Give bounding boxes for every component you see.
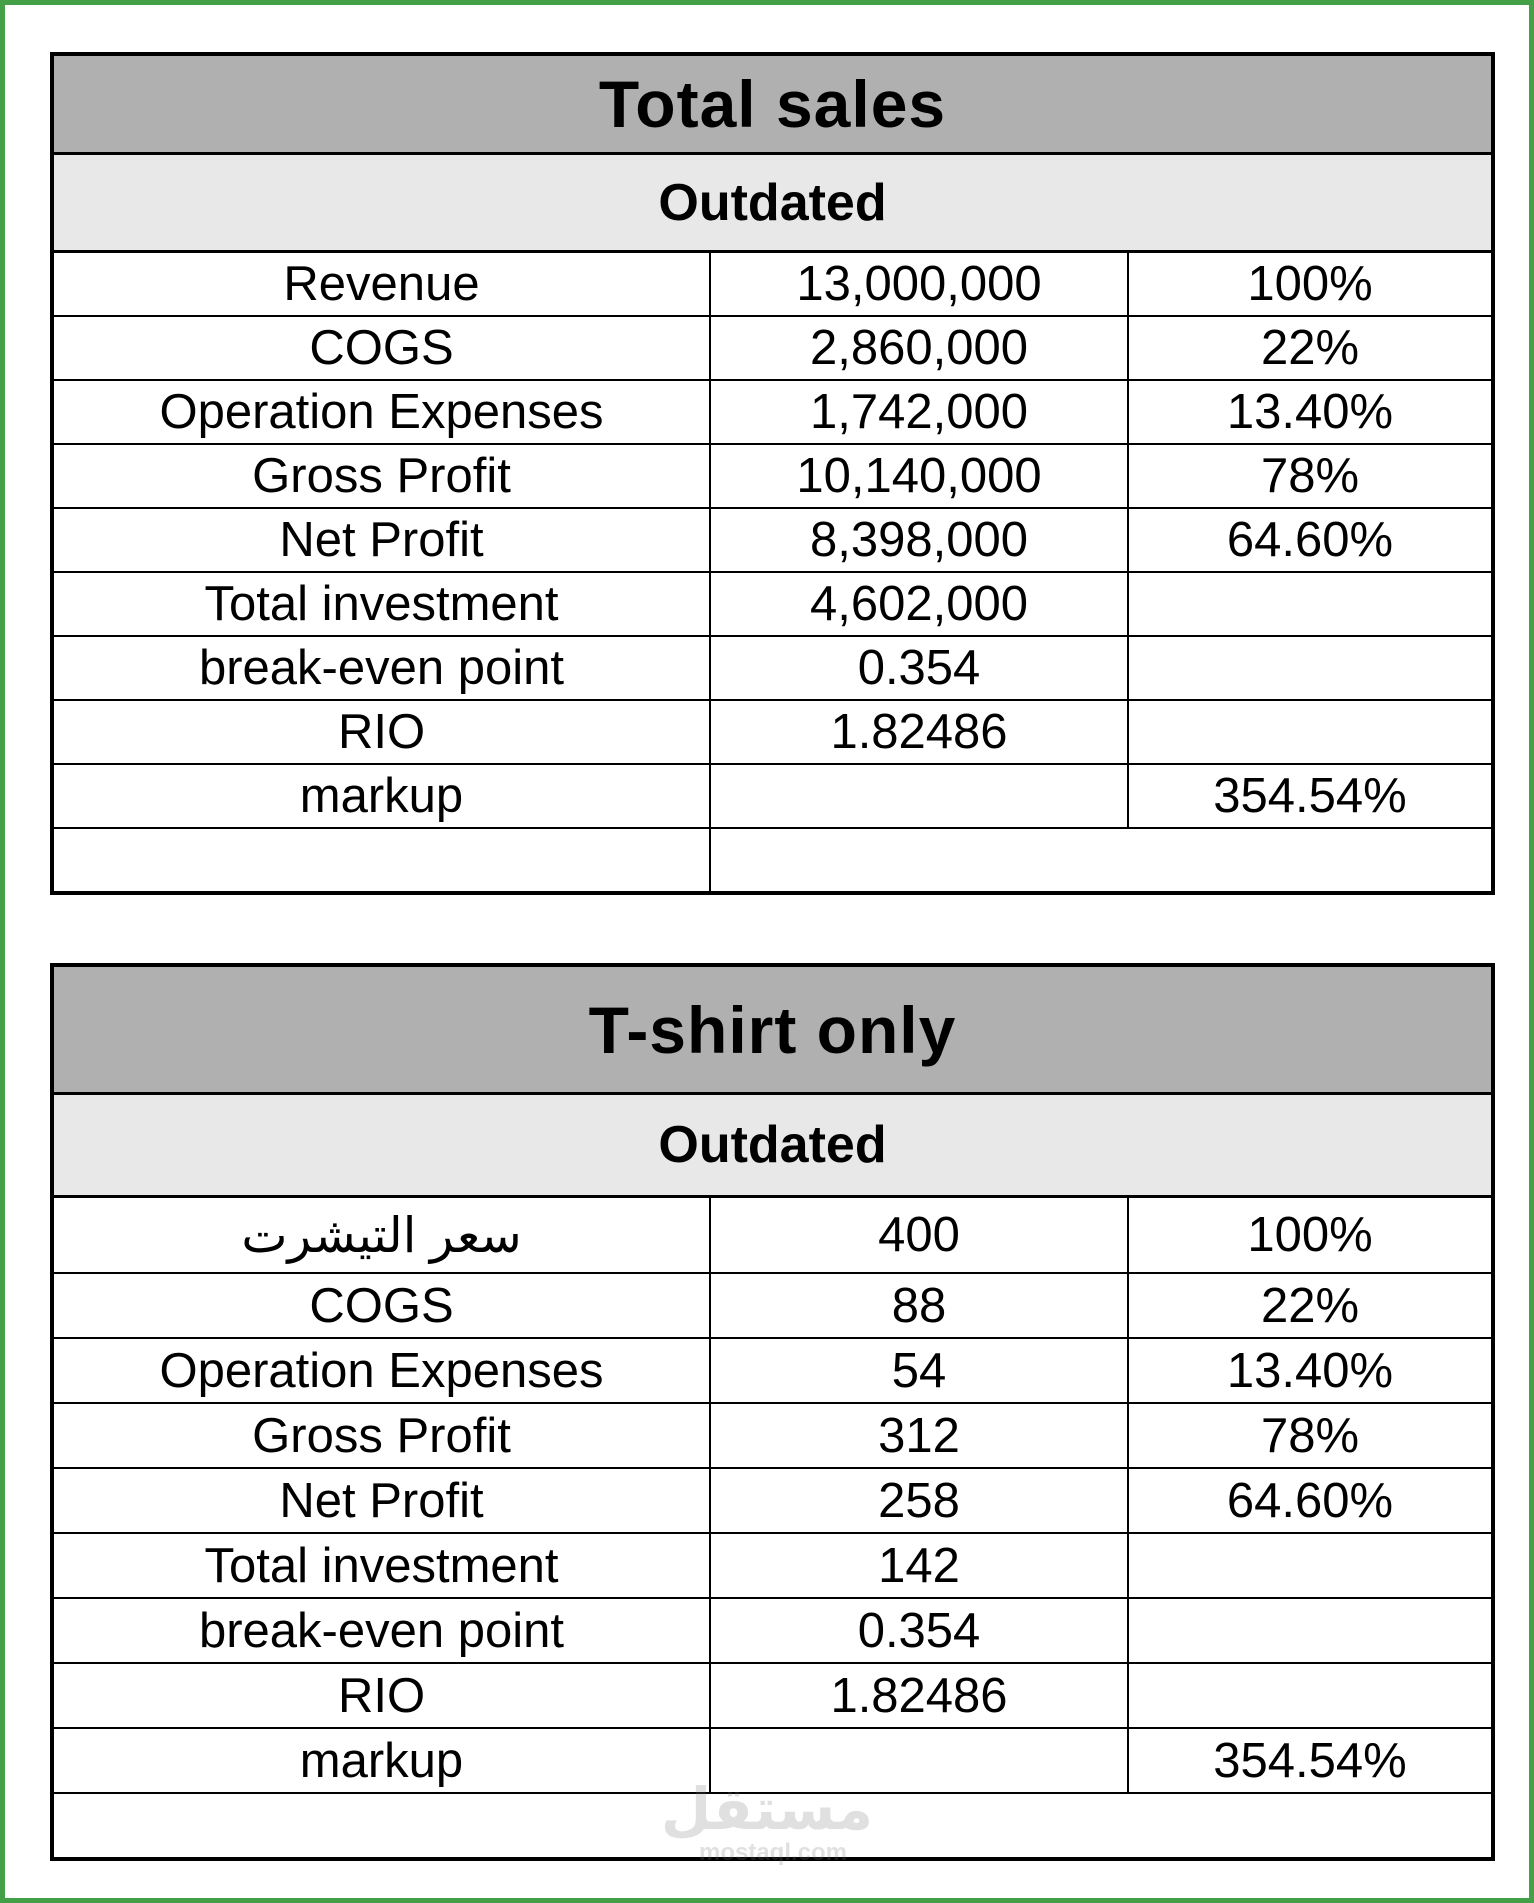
table-row xyxy=(52,636,1493,700)
row-label: Net Profit xyxy=(52,1468,710,1533)
row-value: 0.354 xyxy=(710,636,1128,700)
table-row xyxy=(52,252,1493,317)
row-label: break-even point xyxy=(52,1598,710,1663)
table-row xyxy=(52,1598,1493,1663)
table-row xyxy=(52,572,1493,636)
row-label: Operation Expenses xyxy=(52,380,710,444)
watermark-url: mostaql.com xyxy=(698,1839,848,1866)
row-percent: 100% xyxy=(1128,1197,1493,1274)
row-value: 10,140,000 xyxy=(710,444,1128,508)
row-value: 142 xyxy=(710,1533,1128,1598)
table-row xyxy=(52,1197,1493,1274)
row-percent xyxy=(1128,1533,1493,1598)
row-percent: 354.54% xyxy=(1128,764,1493,828)
table-title: T-shirt only xyxy=(52,965,1493,1094)
row-percent: 78% xyxy=(1128,1403,1493,1468)
row-label: markup xyxy=(52,1728,710,1793)
table-row xyxy=(52,316,1493,380)
row-label: Total investment xyxy=(52,572,710,636)
row-value: 1.82486 xyxy=(710,700,1128,764)
total-sales-table xyxy=(50,52,1495,895)
row-percent: 22% xyxy=(1128,1273,1493,1338)
table-row xyxy=(52,1273,1493,1338)
row-value xyxy=(710,828,1493,893)
row-label: سعر التيشرت xyxy=(52,1197,710,1274)
row-value: 13,000,000 xyxy=(710,252,1128,317)
table-row xyxy=(52,700,1493,764)
row-label: Gross Profit xyxy=(52,1403,710,1468)
row-percent: 64.60% xyxy=(1128,508,1493,572)
row-label: Operation Expenses xyxy=(52,1338,710,1403)
row-percent: 22% xyxy=(1128,316,1493,380)
row-value: 1.82486 xyxy=(710,1663,1128,1728)
table-title: Total sales xyxy=(52,54,1493,154)
row-percent: 354.54% xyxy=(1128,1728,1493,1793)
row-percent xyxy=(1128,1598,1493,1663)
row-value: 8,398,000 xyxy=(710,508,1128,572)
row-label: Revenue xyxy=(52,252,710,317)
row-value: 312 xyxy=(710,1403,1128,1468)
row-value: 0.354 xyxy=(710,1598,1128,1663)
row-percent: 100% xyxy=(1128,252,1493,317)
watermark-mark: مستقل xyxy=(660,1777,873,1842)
table-row xyxy=(52,1663,1493,1728)
table-row xyxy=(52,764,1493,828)
row-value: 400 xyxy=(710,1197,1128,1274)
row-percent xyxy=(1128,572,1493,636)
row-value: 88 xyxy=(710,1273,1128,1338)
row-label: markup xyxy=(52,764,710,828)
row-label: Net Profit xyxy=(52,508,710,572)
row-value: 4,602,000 xyxy=(710,572,1128,636)
row-percent xyxy=(1128,636,1493,700)
row-label: COGS xyxy=(52,1273,710,1338)
tshirt-only-table xyxy=(50,963,1495,1861)
table-row xyxy=(52,828,1493,893)
row-percent: 64.60% xyxy=(1128,1468,1493,1533)
row-label: RIO xyxy=(52,700,710,764)
row-value xyxy=(710,764,1128,828)
table-row xyxy=(52,1728,1493,1793)
table-subtitle: Outdated xyxy=(52,1094,1493,1197)
row-label: RIO xyxy=(52,1663,710,1728)
table-row xyxy=(52,1793,1493,1859)
table-row xyxy=(52,1403,1493,1468)
table-subtitle: Outdated xyxy=(52,154,1493,252)
row-percent xyxy=(1128,1663,1493,1728)
row-value: 1,742,000 xyxy=(710,380,1128,444)
row-value: 258 xyxy=(710,1468,1128,1533)
table-row xyxy=(52,1533,1493,1598)
row-label: Gross Profit xyxy=(52,444,710,508)
row-percent: 78% xyxy=(1128,444,1493,508)
row-percent: 13.40% xyxy=(1128,380,1493,444)
row-label xyxy=(52,828,710,893)
row-percent: 13.40% xyxy=(1128,1338,1493,1403)
table-row xyxy=(52,380,1493,444)
row-label: break-even point xyxy=(52,636,710,700)
row-value: 54 xyxy=(710,1338,1128,1403)
row-percent xyxy=(1128,700,1493,764)
row-value: 2,860,000 xyxy=(710,316,1128,380)
row-value xyxy=(710,1728,1128,1793)
table-row xyxy=(52,444,1493,508)
row-label: COGS xyxy=(52,316,710,380)
table-row xyxy=(52,1338,1493,1403)
row-label: Total investment xyxy=(52,1533,710,1598)
table-row xyxy=(52,1468,1493,1533)
row-label xyxy=(52,1793,1493,1859)
table-row xyxy=(52,508,1493,572)
